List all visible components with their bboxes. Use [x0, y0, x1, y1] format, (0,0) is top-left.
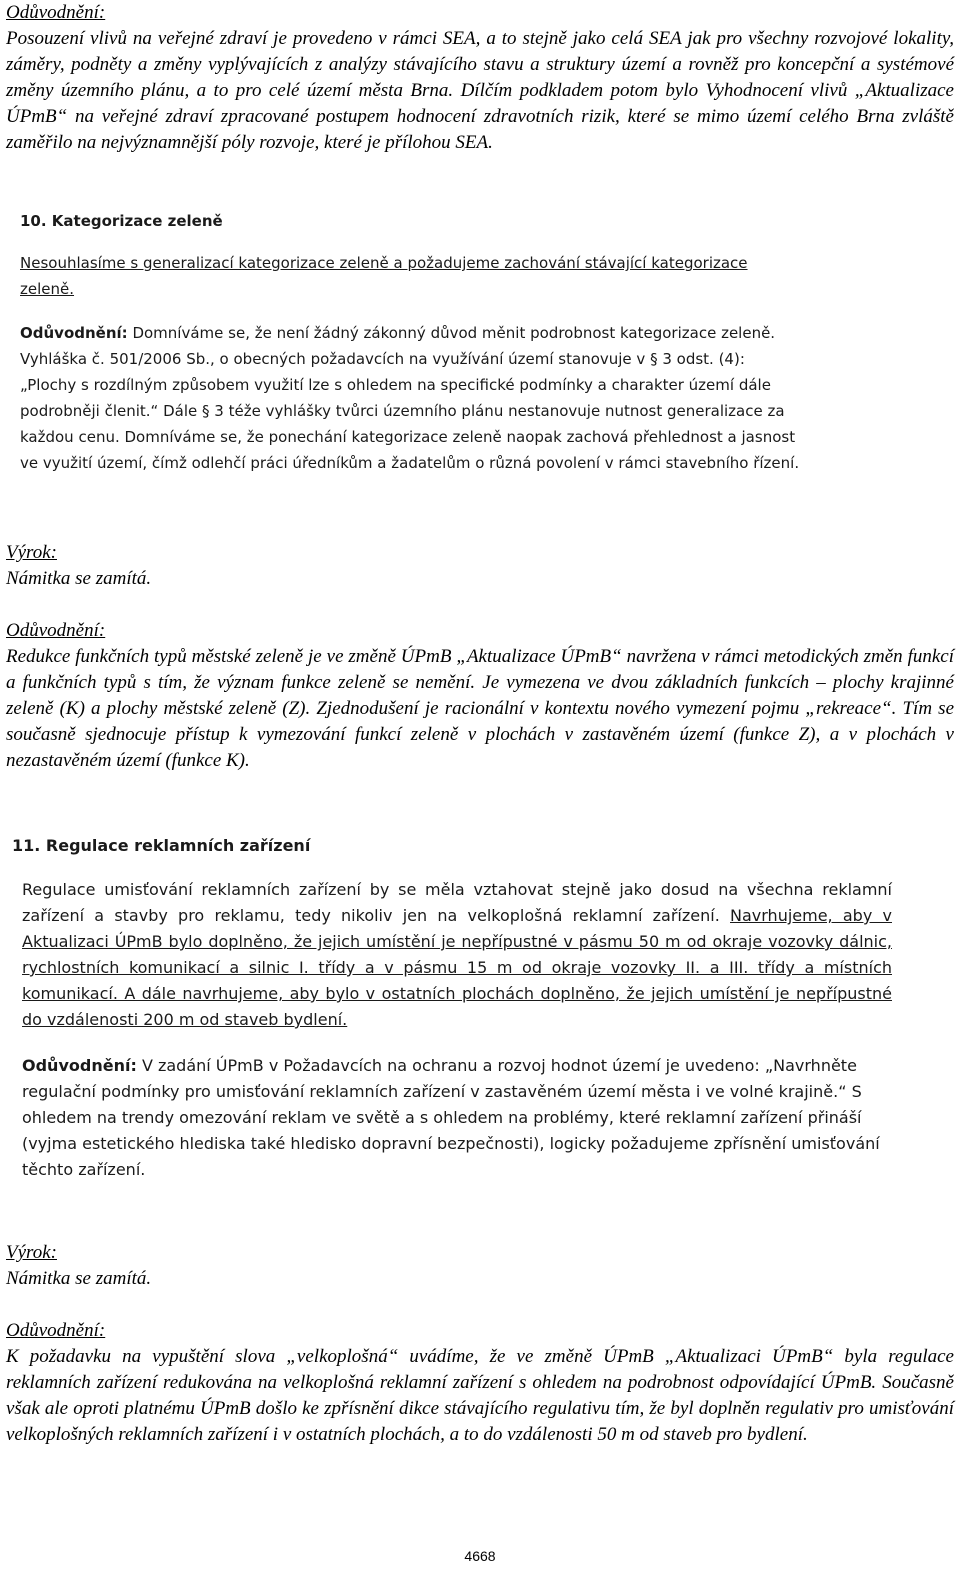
verdict-heading: Výrok:	[6, 542, 57, 563]
objection-request-plain: Regulace umisťování reklamních zařízení by se měla vztahovat stejně jako dosud na všechna reklamní zařízení a stavby pro reklamu, tedy nikoliv jen na velkoplošná reklamní zařízení.	[22, 880, 892, 925]
objection-request-underlined: Navrhujeme, aby v Aktualizaci ÚPmB bylo doplněno, že jejich umístění je nepřípustné v pásmu 50 m od okraje vozovky dálnic, rychlostních komunikací a silnic I. třídy a v pásmu 15 m od okraje vozovky II. a III. třídy a místních komunikací. A dále navrhujeme, aby bylo v ostatních plochách doplněno, že jejich umístění je nepřípustné do vzdálenosti 200 m od staveb bydlení.	[22, 906, 892, 1029]
page-number: 4668	[464, 1548, 496, 1564]
verdict-text: Námitka se zamítá.	[6, 568, 152, 589]
justification-text: K požadavku na vypuštění slova „velkoplošná“ uvádíme, že ve změně ÚPmB „Aktualizaci ÚPmB“ byla regulace reklamních zařízení redukována na velkoplošná reklamní zařízení s ohledem na podrobnost odpovídající ÚPmB. Současně však ale oproti platnému ÚPmB došlo ke zpřísnění dikce stávajícího regulativu tím, že byl doplněn regulativ pro umisťování velkoplošných reklamních zařízení i v ostatních plochách, a to do vzdálenosti 50 m od staveb pro bydlení.	[6, 1346, 954, 1445]
justification-heading: Odůvodnění:	[6, 1320, 106, 1341]
scanned-objection-10	[20, 212, 810, 476]
objection-reason-text: Domníváme se, že není žádný zákonný důvod měnit podrobnost kategorizace zeleně. Vyhláška č. 501/2006 Sb., o obecných požadavcích na využívání území stanovuje v § 3 odst. (4): „Plochy s rozdílným způsobem využití lze s ohledem na specifické podmínky a charakter území dále podrobněji členit.“ Dále § 3 téže vyhlášky tvůrci územního plánu nestanovuje nutnost generalizace za každou cenu. Domníváme se, že ponechání kategorizace zeleně naopak zachová přehlednost a jasnost ve využití území, čímž odlehčí práci úředníkům a žadatelům o různá povolení v rámci stavebního řízení.	[20, 324, 800, 472]
section-verdict-2	[6, 540, 954, 774]
objection-title: 11. Regulace reklamních zařízení	[12, 836, 311, 855]
justification-text: Posouzení vlivů na veřejné zdraví je provedeno v rámci SEA, a to stejně jako celá SEA jak pro všechny rozvojové lokality, záměry, podněty a změny vyplývajících z analýzy stávajícího stavu a struktury území a rovněž pro koncepční a systémové změny územního plánu, a to pro celé území města Brna. Dílčím podkladem potom bylo Vyhodnocení vlivů „Aktualizace ÚPmB“ na veřejné zdraví zpracované postupem hodnocení zdravotních rizik, které se mimo území celého Brna zvláště zaměřilo na nejvýznamnější póly rozvoje, které je přílohou SEA.	[6, 28, 954, 153]
justification-text: Redukce funkčních typů městské zeleně je ve změně ÚPmB „Aktualizace ÚPmB“ navržena v rámci metodických změn funkcí a funkčních typů s tím, že význam funkce zeleně se nemění. Je vymezena ve dvou základních funkcích – plochy krajinné zeleně (K) a plochy městské zeleně (Z). Zjednodušení je racionální v kontextu nového vymezení pojmu „rekreace“. Tím se současně sjednocuje přístup k vymezování funkcí zeleně v plochách v zastavěném území (funkce Z), a v plochách v nezastavěném území (funkce K).	[6, 646, 954, 771]
objection-title: 10. Kategorizace zeleně	[20, 212, 223, 230]
objection-reason-label: Odůvodnění:	[20, 324, 128, 342]
justification-heading: Odůvodnění:	[6, 620, 106, 641]
objection-reason-text: V zadání ÚPmB v Požadavcích na ochranu a rozvoj hodnot území je uvedeno: „Navrhněte regulační podmínky pro umisťování reklamních zařízení v zastavěném území města i ve volné krajině.“ S ohledem na trendy omezování reklam ve světě a s ohledem na problémy, které reklamní zařízení přináší (vyjma estetického hlediska také hledisko dopravní bezpečnosti), logicky požadujeme zpřísnění umisťování těchto zařízení.	[22, 1056, 880, 1179]
objection-reason	[20, 320, 800, 476]
section-verdict-3	[6, 1240, 954, 1448]
objection-request	[22, 877, 892, 1033]
objection-reason	[22, 1053, 892, 1183]
objection-request: Nesouhlasíme s generalizací kategorizace zeleně a požadujeme zachování stávající kategorizace zeleně.	[20, 254, 748, 298]
section-justification-1	[6, 0, 954, 156]
scanned-objection-11	[12, 836, 902, 1183]
objection-reason-label: Odůvodnění:	[22, 1056, 137, 1075]
verdict-heading: Výrok:	[6, 1242, 57, 1263]
justification-heading: Odůvodnění:	[6, 2, 106, 23]
verdict-text: Námitka se zamítá.	[6, 1268, 152, 1289]
